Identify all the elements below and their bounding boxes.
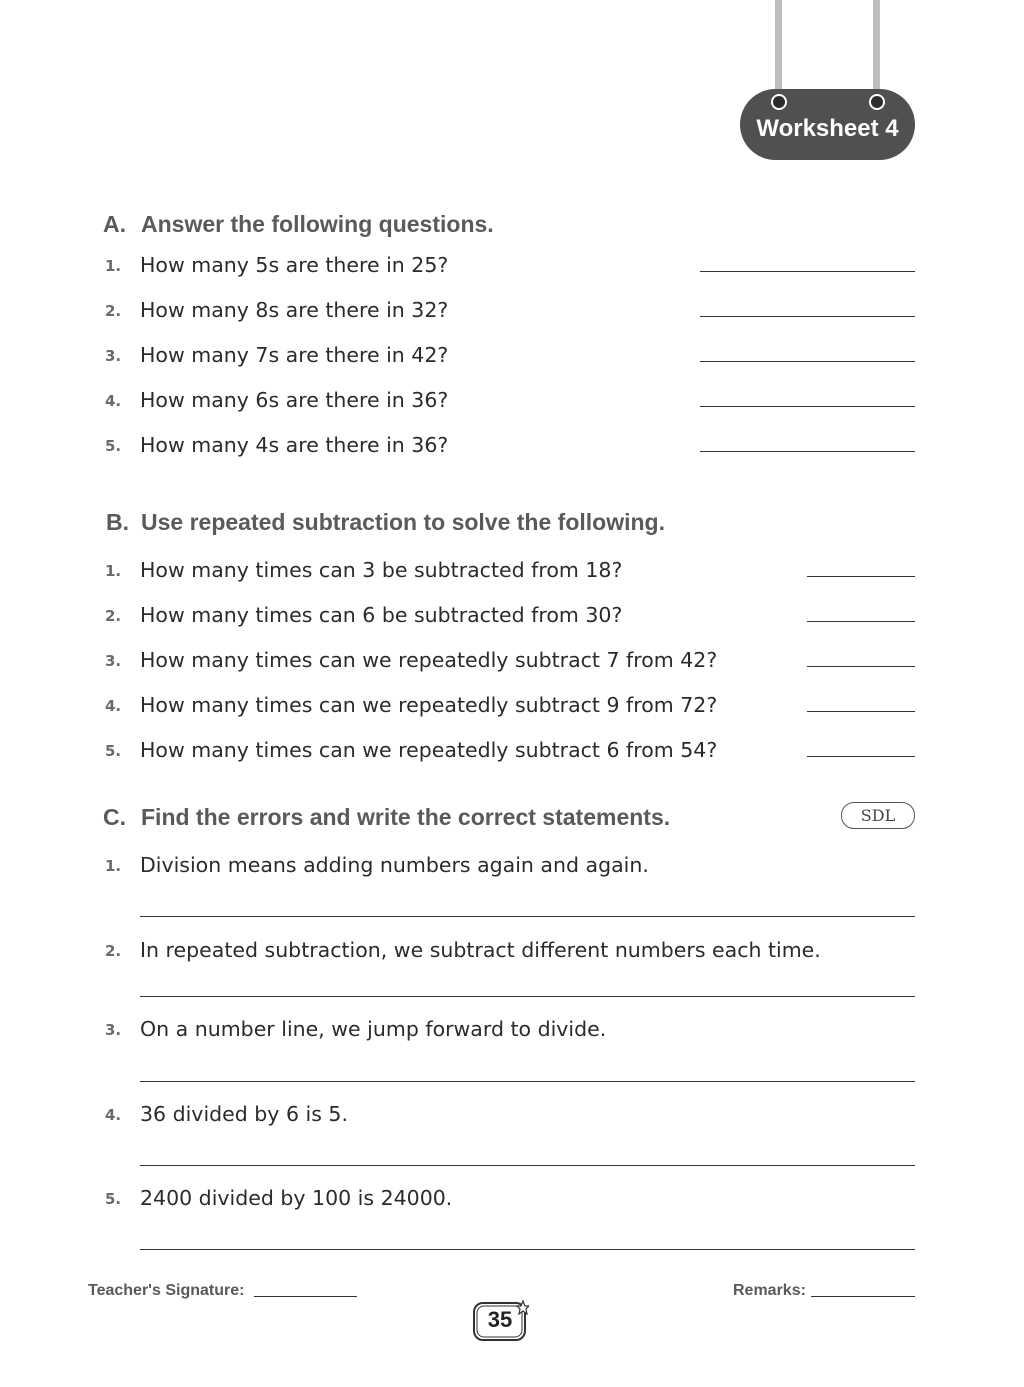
question-text: How many times can we repeatedly subtract 9 from 72? [140, 693, 718, 717]
question-number: 1. [105, 257, 122, 275]
answer-line-a2[interactable] [700, 316, 915, 317]
remarks-line[interactable] [811, 1296, 915, 1297]
question-text: How many times can 3 be subtracted from 18? [140, 558, 623, 582]
question-number: 2. [105, 942, 122, 960]
answer-line-a4[interactable] [700, 406, 915, 407]
tag-strap-right [873, 0, 880, 98]
section-a-heading: Answer the following questions. [141, 211, 494, 237]
sdl-badge: SDL [841, 802, 915, 829]
worksheet-tag [740, 89, 915, 160]
question-number: 1. [105, 562, 122, 580]
question-text: Division means adding numbers again and again. [140, 853, 649, 877]
question-number: 5. [105, 437, 122, 455]
tag-strap-left [775, 0, 782, 98]
question-text: How many times can we repeatedly subtract 6 from 54? [140, 738, 718, 762]
question-text: How many 7s are there in 42? [140, 343, 449, 367]
question-text: In repeated subtraction, we subtract different numbers each time. [140, 938, 821, 962]
question-text: On a number line, we jump forward to divide. [140, 1017, 607, 1041]
question-number: 2. [105, 607, 122, 625]
answer-line-b3[interactable] [807, 666, 915, 667]
answer-line-a5[interactable] [700, 451, 915, 452]
question-text: How many times can 6 be subtracted from 30? [140, 603, 623, 627]
tag-ring-right [869, 94, 885, 110]
answer-line-a3[interactable] [700, 361, 915, 362]
question-number: 4. [105, 697, 122, 715]
question-text: 36 divided by 6 is 5. [140, 1102, 348, 1126]
question-text: How many times can we repeatedly subtract 7 from 42? [140, 648, 718, 672]
question-text: How many 6s are there in 36? [140, 388, 449, 412]
question-number: 1. [105, 857, 122, 875]
answer-line-b5[interactable] [807, 756, 915, 757]
question-text: How many 4s are there in 36? [140, 433, 449, 457]
question-number: 3. [105, 347, 122, 365]
section-b-letter: B. [106, 509, 129, 535]
answer-line-c4[interactable] [140, 1165, 915, 1166]
section-a-title [103, 211, 494, 238]
teacher-signature-label: Teacher's Signature: [88, 1282, 245, 1299]
section-c-title [103, 804, 670, 831]
question-number: 3. [105, 1021, 122, 1039]
answer-line-b1[interactable] [807, 576, 915, 577]
page-number-badge [471, 1299, 529, 1343]
question-text: 2400 divided by 100 is 24000. [140, 1186, 453, 1210]
answer-line-b4[interactable] [807, 711, 915, 712]
tag-ring-left [771, 94, 787, 110]
section-b-title [106, 509, 665, 536]
question-text: How many 8s are there in 32? [140, 298, 449, 322]
question-text: How many 5s are there in 25? [140, 253, 449, 277]
question-number: 2. [105, 302, 122, 320]
question-number: 3. [105, 652, 122, 670]
question-number: 5. [105, 742, 122, 760]
section-b-heading: Use repeated subtraction to solve the following. [141, 509, 665, 535]
question-number: 4. [105, 1106, 122, 1124]
page-number: 35 [487, 1307, 513, 1332]
answer-line-a1[interactable] [700, 271, 915, 272]
question-number: 5. [105, 1190, 122, 1208]
answer-line-c5[interactable] [140, 1249, 915, 1250]
worksheet-tag-label: Worksheet 4 [756, 114, 899, 142]
question-number: 4. [105, 392, 122, 410]
answer-line-c2[interactable] [140, 996, 915, 997]
answer-line-c1[interactable] [140, 916, 915, 917]
section-c-heading: Find the errors and write the correct statements. [141, 804, 671, 830]
answer-line-b2[interactable] [807, 621, 915, 622]
teacher-signature-line[interactable] [254, 1296, 357, 1297]
section-c-letter: C. [103, 804, 126, 830]
answer-line-c3[interactable] [140, 1081, 915, 1082]
remarks-label: Remarks: [733, 1282, 806, 1299]
section-a-letter: A. [103, 211, 126, 237]
